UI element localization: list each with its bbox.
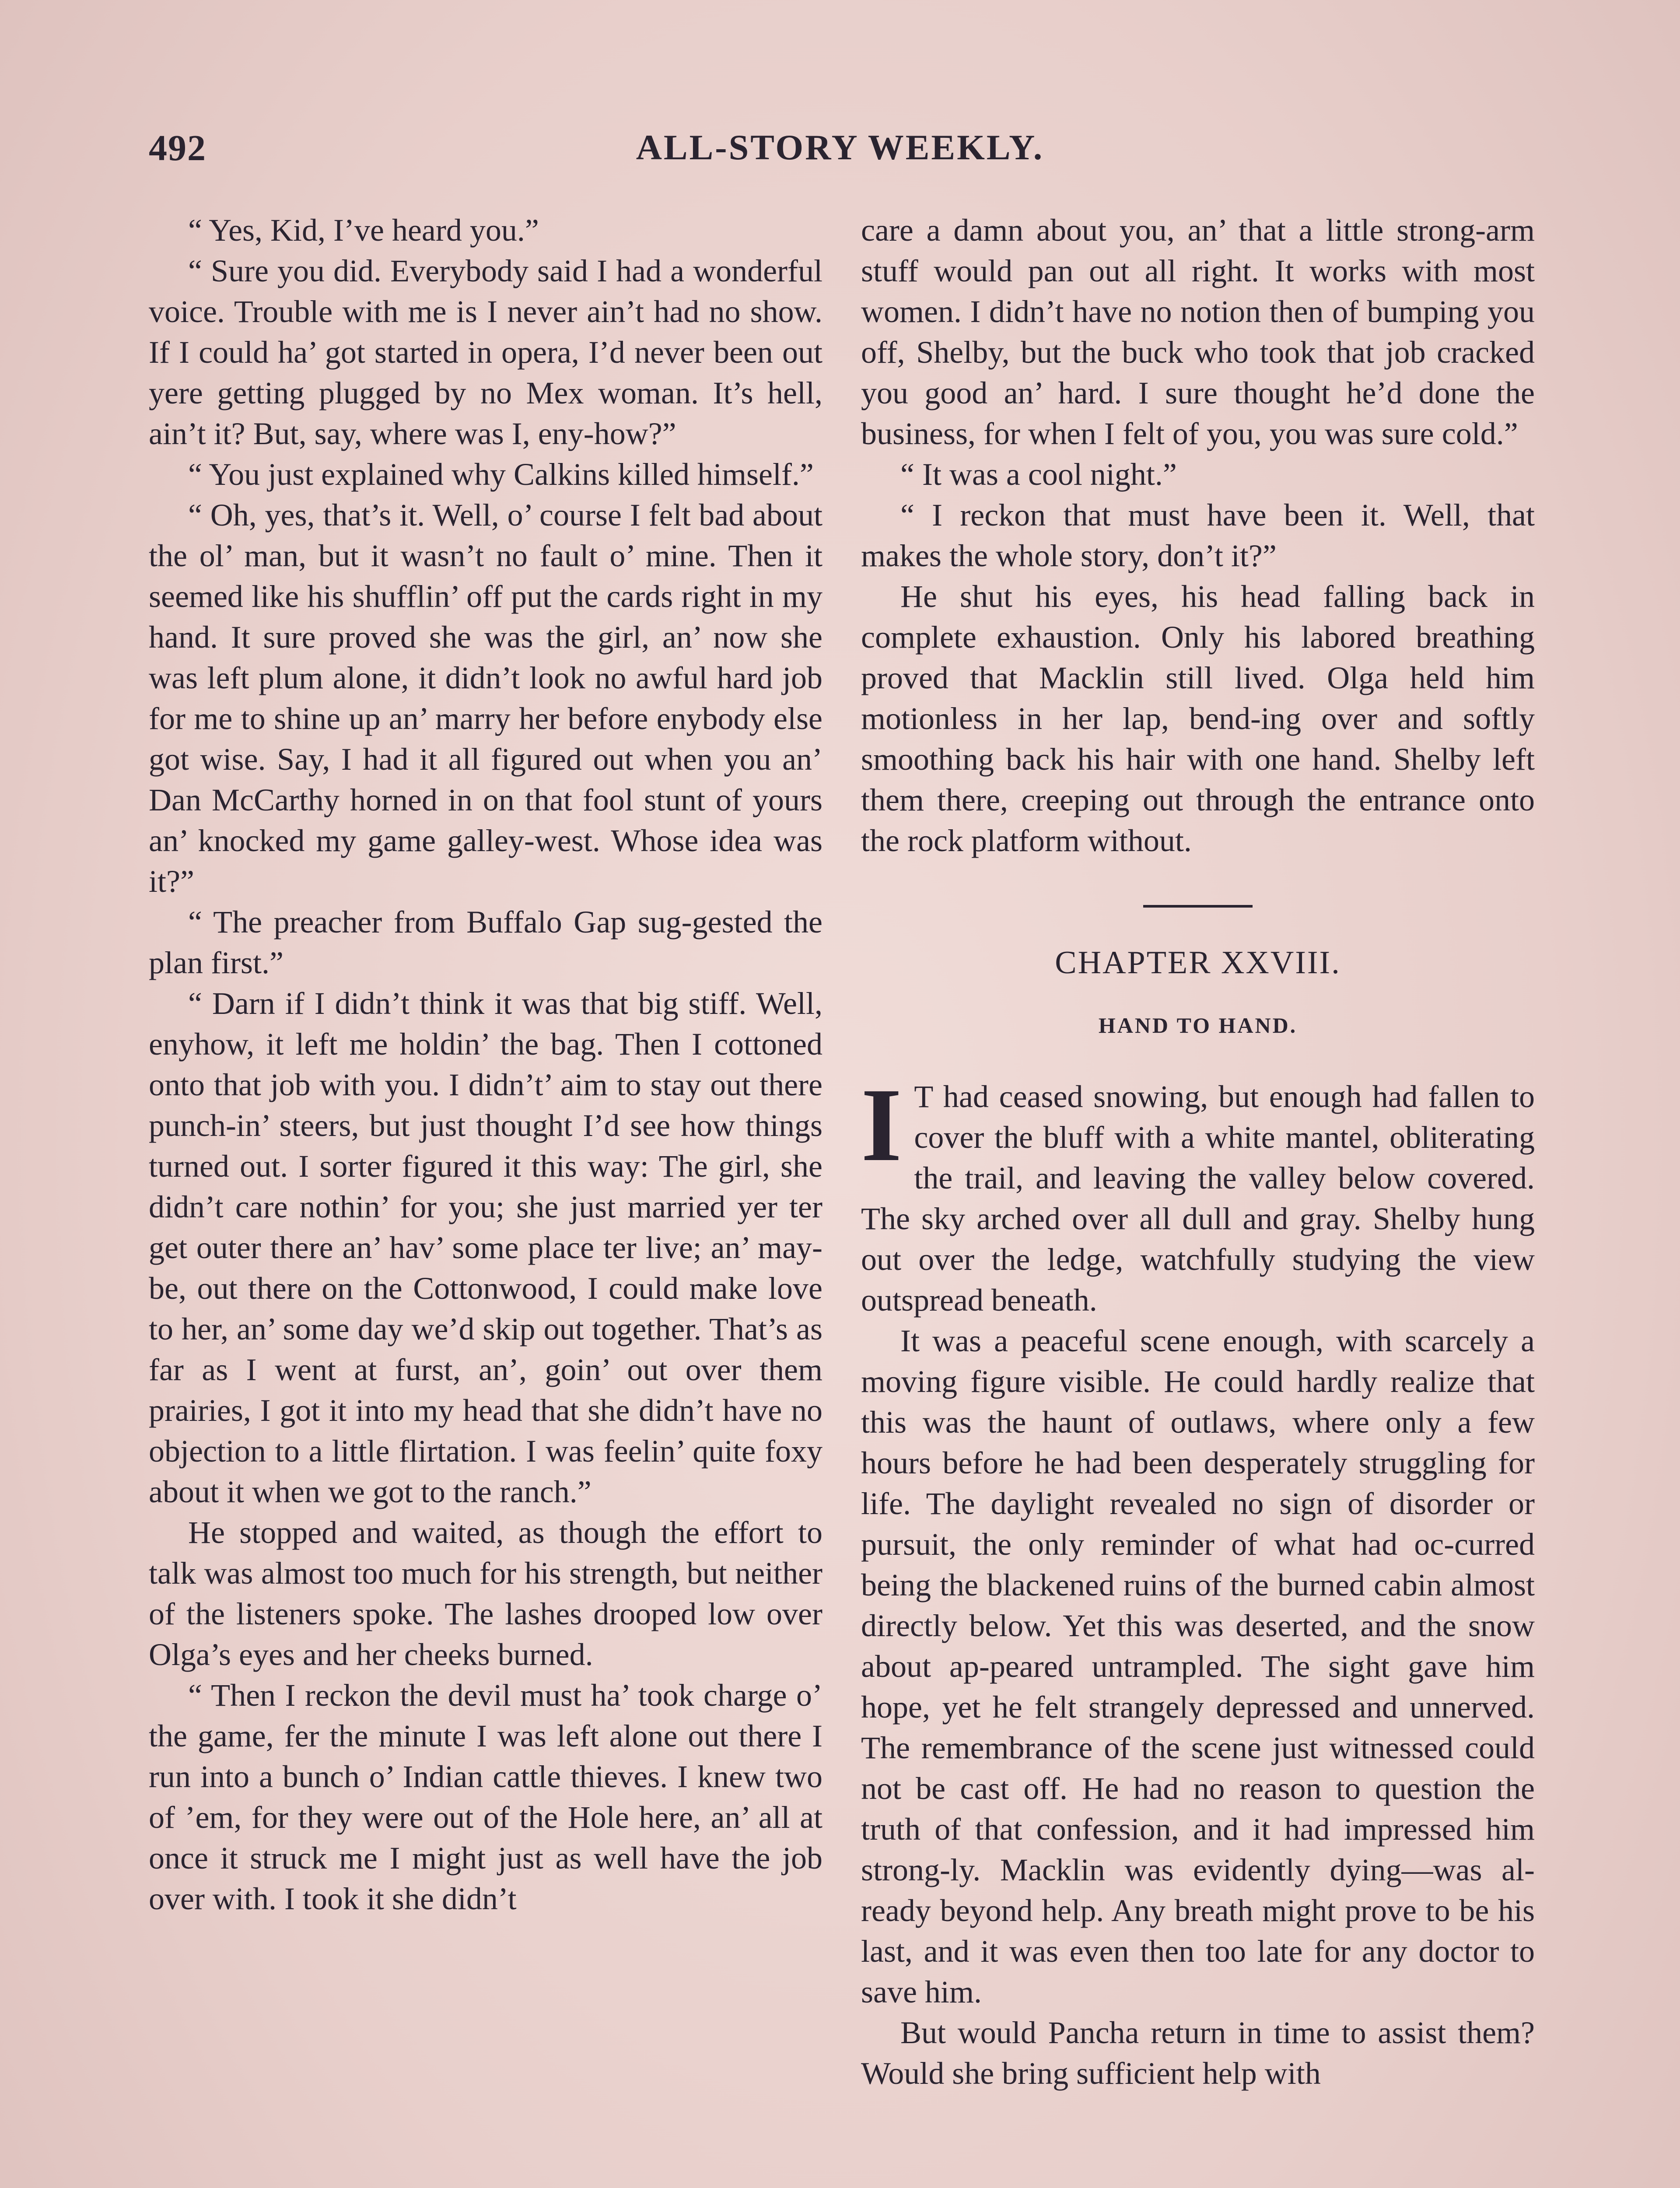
- chapter-subtitle: HAND TO HAND.: [1098, 1013, 1298, 1038]
- page-number: 492: [149, 128, 206, 168]
- paragraph: “ You just explained why Calkins killed himself.”: [188, 457, 814, 492]
- right-column: [861, 210, 1535, 2188]
- left-column: [149, 210, 822, 2188]
- first-paragraph-text: T had ceased snowing, but enough had fallen to cover the bluff with a white mantel, obliterating the trail, and leaving the valley below covered. The sky arched over all dull and gray. Shelby hung out over the ledge, watchfully studying the view outspread beneath.: [861, 1079, 1535, 1318]
- paragraph: “ I reckon that must have been it. Well, that makes the whole story, don’t it?”: [861, 498, 1535, 573]
- paragraph: But would Pancha return in time to assist them? Would she bring sufficient help with: [861, 2015, 1535, 2091]
- page-header: [149, 127, 1531, 179]
- paragraph: “ Oh, yes, that’s it. Well, o’ course I felt bad about the ol’ man, but it wasn’t no fault o’ mine. Then it seemed like his shufflin’ off put the cards right in my hand. It sure proved she was the girl, an’ now she was left plum alone, it didn’t look no awful hard job for me to shine up an’ marry her before enybody else got wise. Say, I had it all figured out when you an’ Dan McCarthy horned in on that fool stunt of yours an’ knocked my game galley-west. Whose idea was it?”: [149, 498, 822, 899]
- chapter-title: CHAPTER XXVIII.: [1055, 945, 1341, 981]
- paragraph: He shut his eyes, his head falling back in complete exhaustion. Only his labored breathing proved that Macklin still lived. Olga held him motionless in her lap, bend-ing over and softly smoothing back his hair with one hand. Shelby left them there, creeping out through the entrance onto the rock platform without.: [861, 579, 1535, 858]
- paragraph: He stopped and waited, as though the effort to talk was almost too much for his strength, but neither of the listeners spoke. The lashes drooped low over Olga’s eyes and her cheeks burned.: [149, 1515, 822, 1672]
- running-title: ALL-STORY WEEKLY.: [636, 127, 1044, 167]
- drop-cap: I: [861, 1066, 902, 1183]
- continued-paragraph: care a damn about you, an’ that a little strong-arm stuff would pan out all right. It works with most women. I didn’t have no notion then of bumping you off, Shelby, but the buck who took that job cracked you good an’ hard. I sure thought he’d done the business, for when I felt of you, you was sure cold.”: [861, 213, 1535, 451]
- paragraph: “ Sure you did. Everybody said I had a wonderful voice. Trouble with me is I never ain’t had no show. If I could ha’ got started in opera, I’d never been out yere getting plugged by no Mex woman. It’s hell, ain’t it? But, say, where was I, eny-how?”: [149, 253, 822, 451]
- paragraph: “ Darn if I didn’t think it was that big stiff. Well, enyhow, it left me holdin’ the bag. Then I cottoned onto that job with you. I didn’t’ aim to stay out there punch-in’ steers, but just thought I’d see how things turned out. I sorter figured it this way: The girl, she didn’t care nothin’ for you; she just married yer ter get outer there an’ hav’ some place ter live; an’ may-be, out there on the Cottonwood, I could make love to her, an’ some day we’d skip out together. That’s as far as I went at furst, an’, goin’ out over them prairies, I got it into my head that she didn’t have no objection to a little flirtation. I was feelin’ quite foxy about it when we got to the ranch.”: [149, 986, 822, 1509]
- chapter-first-paragraph: [861, 1066, 1535, 1321]
- section-divider: [1143, 905, 1253, 908]
- paragraph: “ It was a cool night.”: [900, 457, 1177, 492]
- paragraph: “ Yes, Kid, I’ve heard you.”: [188, 213, 539, 248]
- paragraph: “ The preacher from Buffalo Gap sug-gested the plan first.”: [149, 905, 822, 980]
- paragraph: “ Then I reckon the devil must ha’ took charge o’ the game, fer the minute I was left alone out there I run into a bunch o’ Indian cattle thieves. I knew two of ’em, for they were out of the Hole here, an’ all at once it struck me I might just as well have the job over with. I took it she didn’t: [149, 1678, 822, 1916]
- paragraph: It was a peaceful scene enough, with scarcely a moving figure visible. He could hardly realize that this was the haunt of outlaws, where only a few hours before he had been desperately struggling for life. The daylight revealed no sign of disorder or pursuit, the only reminder of what had oc-curred being the blackened ruins of the burned cabin almost directly below. Yet this was deserted, and the snow about ap-peared untrampled. The sight gave him hope, yet he felt strangely depressed and unnerved. The remembrance of the scene just witnessed could not be cast off. He had no reason to question the truth of that confession, and it had impressed him strong-ly. Macklin was evidently dying—was al-ready beyond help. Any breath might prove to be his last, and it was even then too late for any doctor to save him.: [861, 1323, 1535, 2009]
